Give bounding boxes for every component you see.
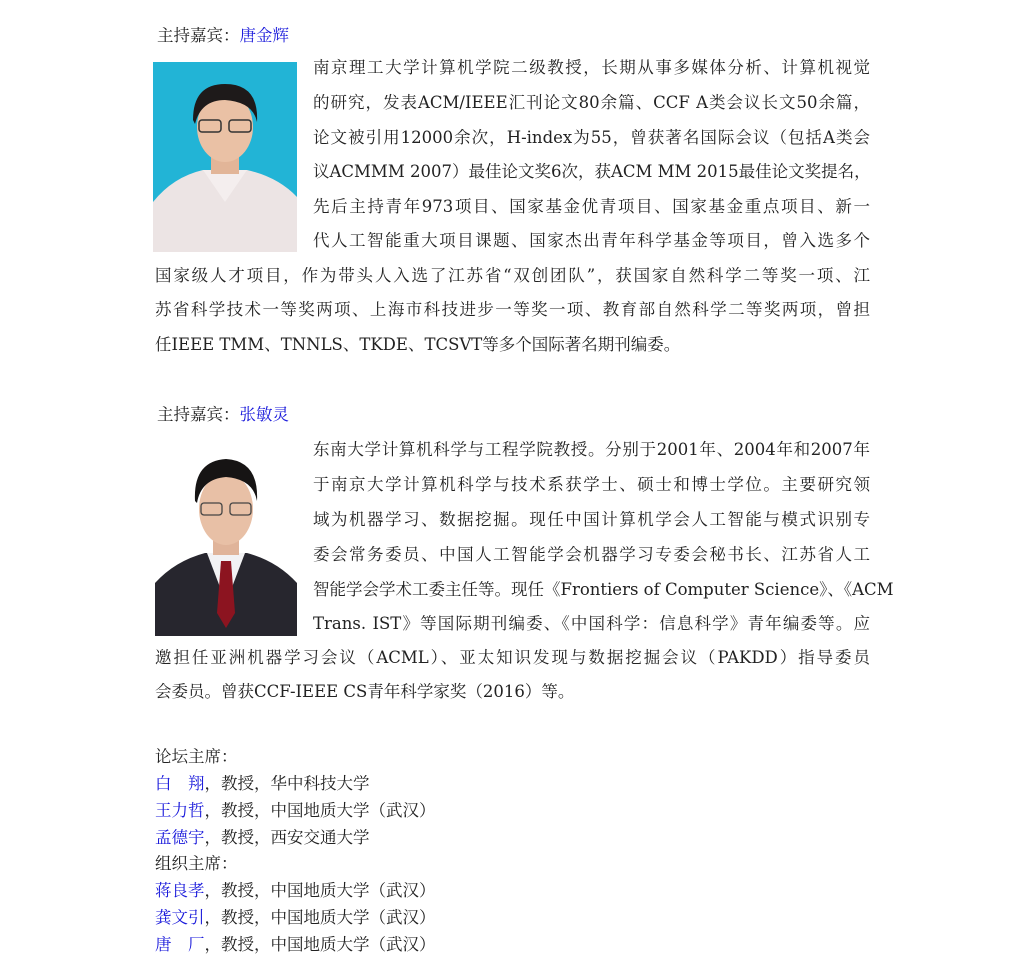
host2-name: 张敏灵	[239, 405, 289, 424]
bio-line: 任IEEE TMM、TNNLS、TKDE、TCSVT等多个国际著名期刊编委。	[155, 335, 681, 354]
person-row	[155, 774, 370, 794]
bio-line: 委会常务委员、中国人工智能学会机器学习专委会秘书长、江苏省人工	[313, 545, 870, 564]
bio-line: 苏省科学技术一等奖两项、上海市科技进步一等奖一项、教育部自然科学二等奖两项，曾担	[155, 300, 870, 319]
bio-line: 的研究，发表ACM/IEEE汇刊论文80余篇、CCF A类会议长文50余篇，	[313, 93, 870, 112]
host-label: 主持嘉宾：	[157, 26, 240, 45]
host1-heading	[157, 26, 289, 46]
bio-line: 议ACMMM 2007）最佳论文奖6次，获ACM MM 2015最佳论文奖提名，	[313, 162, 871, 181]
person-info: ，教授，西安交通大学	[204, 828, 370, 847]
host-label: 主持嘉宾：	[157, 405, 240, 424]
person-row	[155, 908, 436, 928]
bio-line: 论文被引用12000余次，H-index为55，曾获著名国际会议（包括A类会	[313, 128, 870, 147]
person-row	[155, 881, 436, 901]
bio-line: 国家级人才项目，作为带头人入选了江苏省“双创团队”，获国家自然科学二等奖一项、江	[155, 266, 870, 285]
bio-line: 邀担任亚洲机器学习会议（ACML）、亚太知识发现与数据挖掘会议（PAKDD）指导委员	[155, 648, 870, 667]
bio-line: 先后主持青年973项目、国家基金优青项目、国家基金重点项目、新一	[313, 197, 870, 216]
bio-line: 域为机器学习、数据挖掘。现任中国计算机学会人工智能与模式识别专	[313, 510, 870, 529]
person-row	[155, 935, 436, 955]
bio-line: 南京理工大学计算机学院二级教授，长期从事多媒体分析、计算机视觉	[313, 58, 870, 77]
org-chairs-heading: 组织主席：	[155, 854, 238, 873]
person-name: 王力哲	[155, 801, 205, 820]
bio-line: 智能学会学术工委主任等。现任《Frontiers of Computer Science》、《ACM	[313, 580, 894, 599]
forum-chairs-heading: 论坛主席：	[155, 747, 238, 766]
person-info: ，教授，中国地质大学（武汉）	[204, 801, 436, 820]
bio-line: Trans. IST》等国际期刊编委、《中国科学：信息科学》青年编委等。应	[313, 614, 870, 633]
person-name: 唐 厂	[155, 935, 205, 954]
person-name: 白 翔	[155, 774, 205, 793]
person-row	[155, 801, 436, 821]
host2-photo	[155, 443, 297, 636]
person-row	[155, 828, 370, 848]
host1-name: 唐金辉	[239, 26, 289, 45]
person-name: 龚文引	[155, 908, 205, 927]
person-info: ，教授，华中科技大学	[204, 774, 370, 793]
bio-line: 东南大学计算机科学与工程学院教授。分别于2001年、2004年和2007年	[313, 440, 870, 459]
bio-line: 会委员。曾获CCF-IEEE CS青年科学家奖（2016）等。	[155, 682, 575, 701]
person-info: ，教授，中国地质大学（武汉）	[204, 881, 436, 900]
bio-line: 代人工智能重大项目课题、国家杰出青年科学基金等项目，曾入选多个	[313, 231, 870, 250]
person-info: ，教授，中国地质大学（武汉）	[204, 908, 436, 927]
person-info: ，教授，中国地质大学（武汉）	[204, 935, 436, 954]
person-name: 孟德宇	[155, 828, 205, 847]
host2-heading	[157, 405, 289, 425]
host1-photo	[153, 62, 297, 252]
bio-line: 于南京大学计算机科学与技术系获学士、硕士和博士学位。主要研究领	[313, 475, 870, 494]
person-name: 蒋良孝	[155, 881, 205, 900]
